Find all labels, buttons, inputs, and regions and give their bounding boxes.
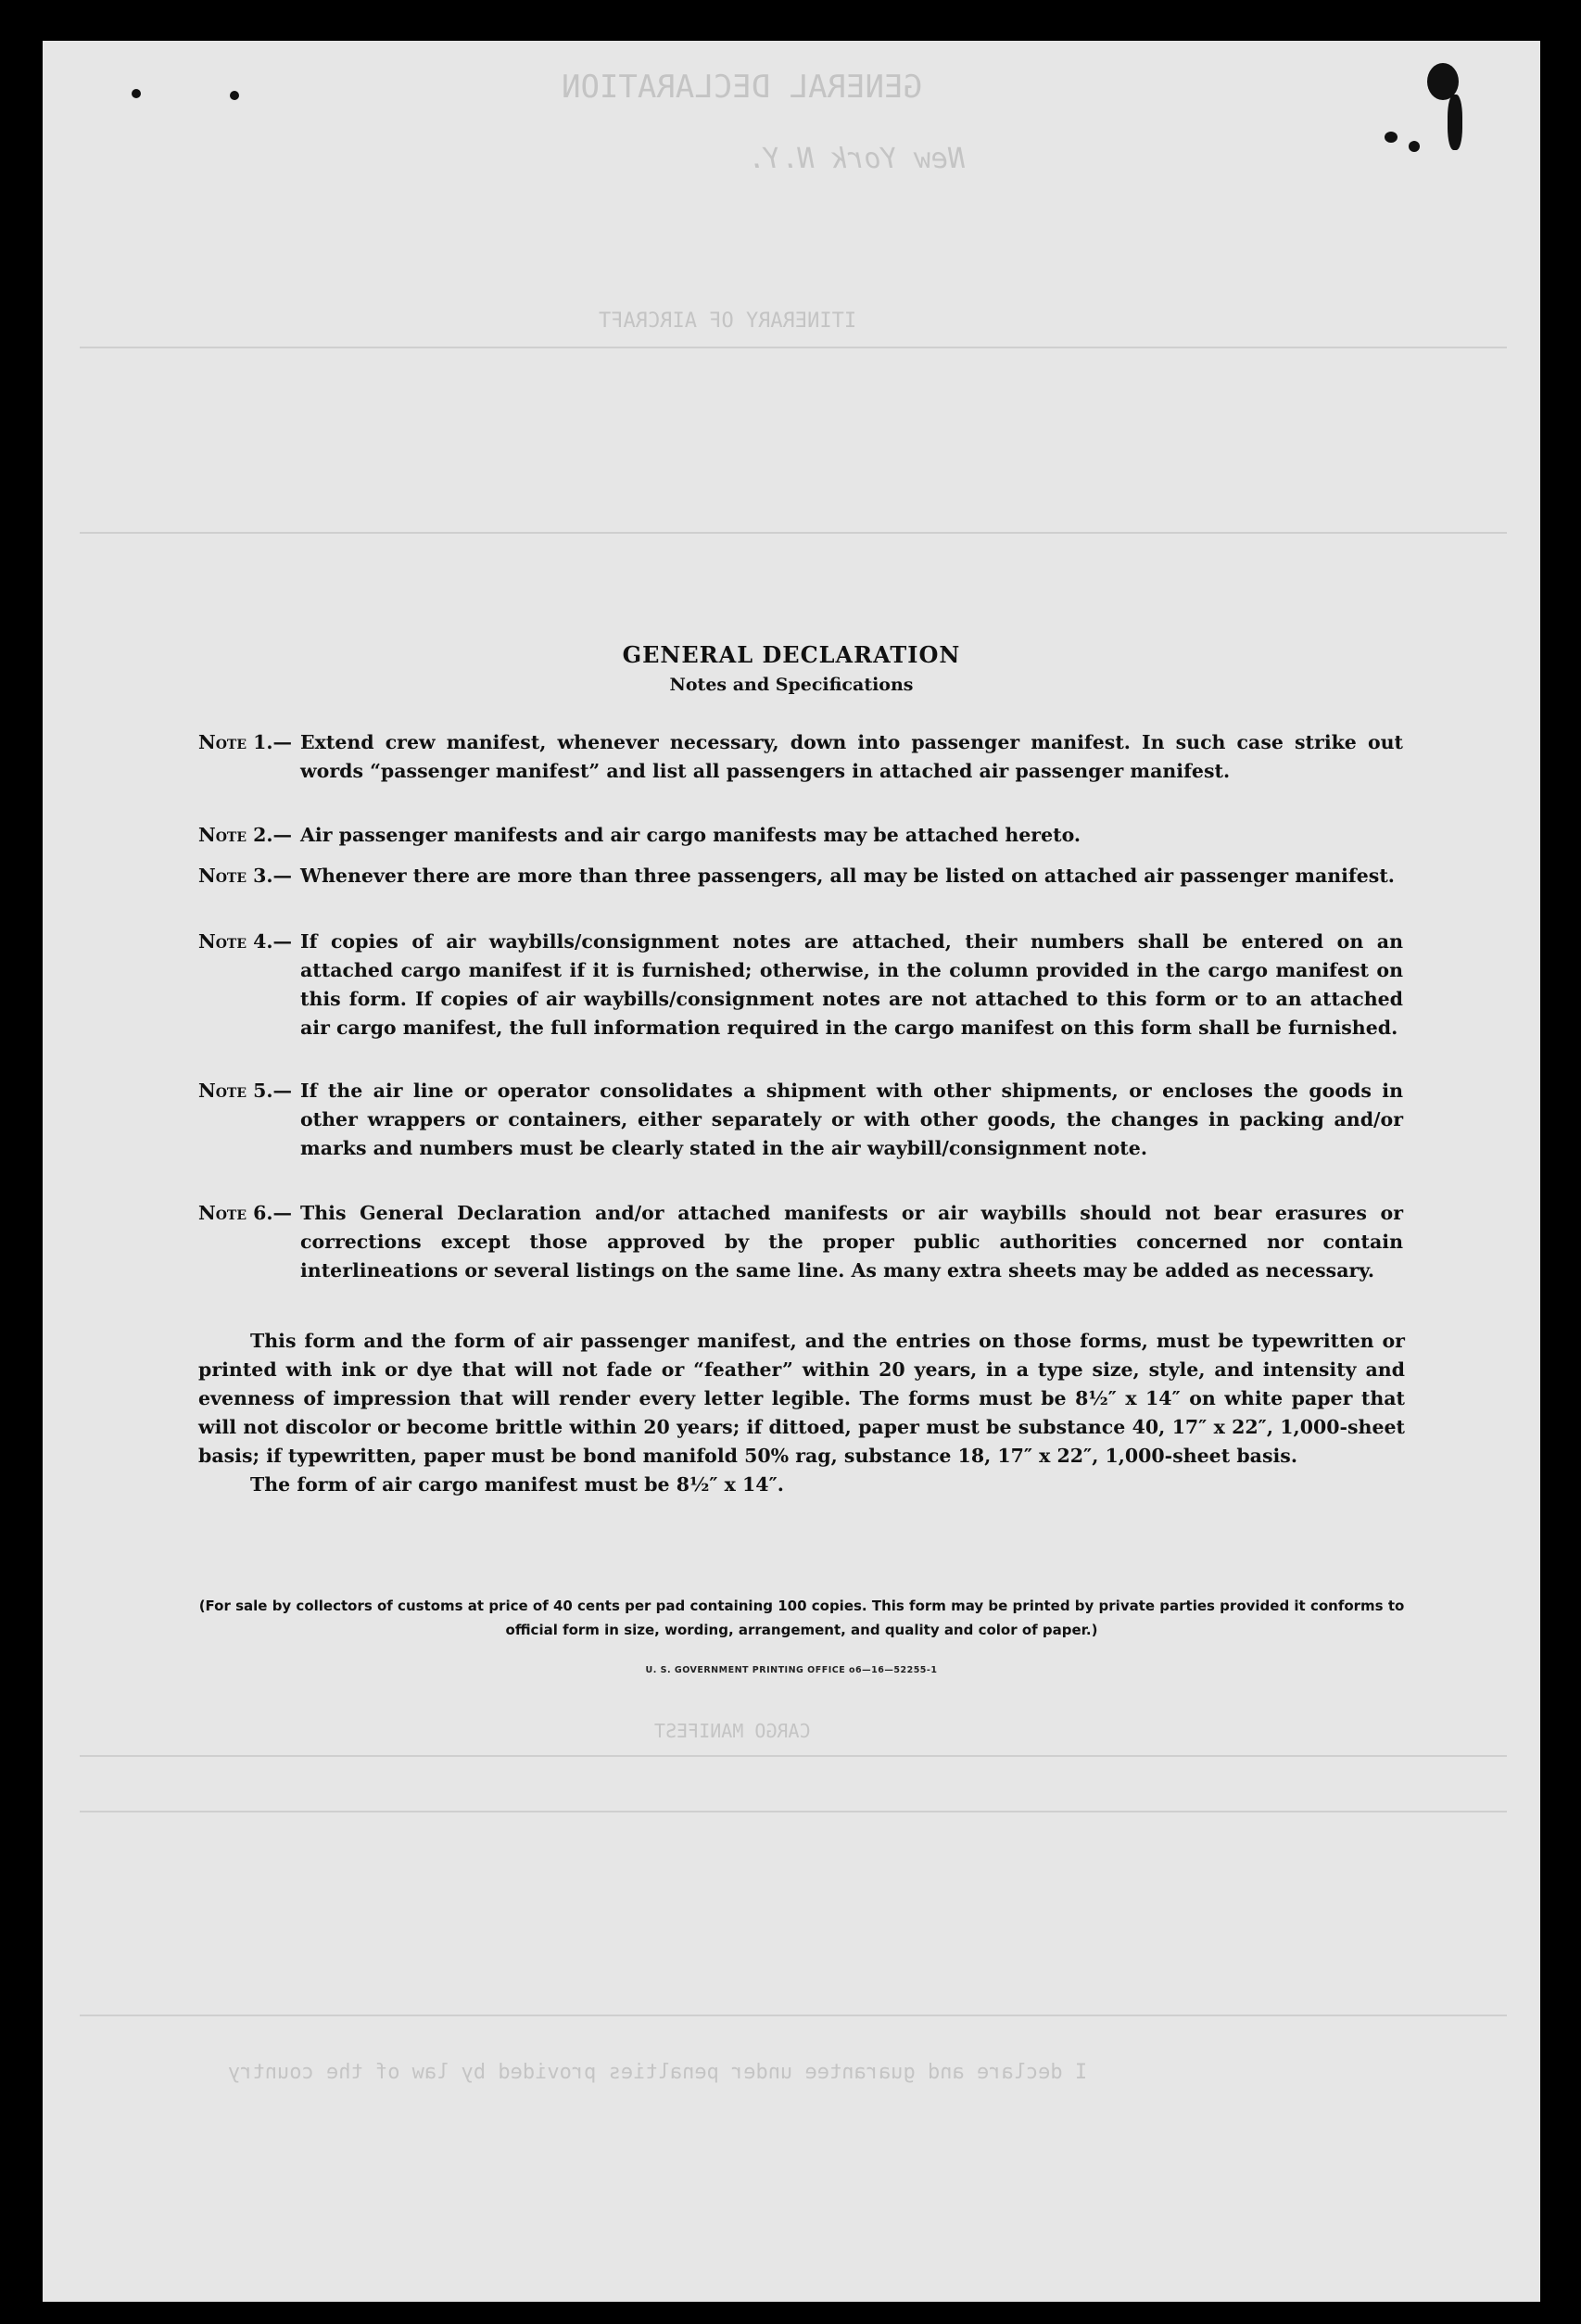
ink-blot [132,89,141,98]
bleed-through-rule [80,347,1507,348]
printer-line: U. S. GOVERNMENT PRINTING OFFICE o6—16—52255-1 [645,1665,938,1675]
note-label: Note 6.— [198,1202,293,1224]
note-label: Note 1.— [198,731,293,753]
note-5 [198,1077,1403,1163]
form-requirements [198,1327,1405,1499]
note-3 [198,862,1403,890]
note-label: Note 3.— [198,865,293,887]
bleed-through-rule [80,2015,1507,2016]
note-text: Air passenger manifests and air cargo manifests may be attached hereto. [300,824,1081,846]
form-title: GENERAL DECLARATION [622,641,961,668]
sale-notice: (For sale by collectors of customs at price of 40 cents per pad containing 100 copies. This form may be printed by private parties provided it conforms to official form in size, wording, arrangement, and quality and color of paper.) [198,1598,1405,1638]
note-1 [198,728,1403,786]
bleed-through-handwriting: New York N.Y. [747,143,965,175]
ink-blot [1409,141,1420,152]
bleed-through-rule [80,1811,1507,1812]
bleed-through-cargo-heading: CARGO MANIFEST [654,1720,811,1742]
bleed-through-itinerary: ITINERARY OF AIRCRAFT [599,309,857,333]
bleed-through-rule [80,1755,1507,1757]
note-label: Note 2.— [198,824,293,846]
bleed-through-rule [80,532,1507,534]
note-label: Note 5.— [198,1080,293,1102]
note-text: Extend crew manifest, whenever necessary, down into passenger manifest. In such case strike out words “passenger manifest” and list all passengers in attached air passenger manifest. [300,731,1403,782]
note-text: If the air line or operator consolidates a shipment with other shipments, or encloses the goods in other wrappers or containers, either separately or with other goods, the changes in packing and/or marks and numbers must be clearly stated in the air waybill/consignment note. [300,1080,1403,1159]
document-page [43,41,1540,2302]
note-6 [198,1199,1403,1285]
note-text: If copies of air waybills/consignment notes are attached, their numbers shall be entered on an attached cargo manifest if it is furnished; otherwise, in the column provided in the cargo manifest on this form. If copies of air waybills/consignment notes are not attached to this form or to an attached air cargo manifest, the full information required in the cargo manifest on this form shall be furnished. [300,930,1403,1039]
ink-blot [1385,132,1398,143]
bleed-through-declaration-text: I declare and guarantee under penalties provided by law of the country [228,2061,1088,2084]
paper-requirements-paragraph: This form and the form of air passenger manifest, and the entries on those forms, must be typewritten or printed with ink or dye that will not fade or “feather” within 20 years, in a type size, style, and intensity and evenness of impression that will render every letter legible. The forms must be 8½″ x 14″ on white paper that will not discolor or become brittle within 20 years; if dittoed, paper must be substance 40, 17″ x 22″, 1,000-sheet basis; if typewritten, paper must be bond manifold 50% rag, substance 18, 17″ x 22″, 1,000-sheet basis. [198,1330,1405,1467]
form-subtitle: Notes and Specifications [669,675,914,695]
ink-blot [1448,95,1462,150]
note-2 [198,821,1403,850]
ink-blot [230,91,239,100]
note-text: Whenever there are more than three passengers, all may be listed on attached air passenger manifest. [300,865,1395,887]
note-label: Note 4.— [198,930,293,953]
bleed-through-header: GENERAL DECLARATION [562,69,922,106]
cargo-manifest-size-paragraph: The form of air cargo manifest must be 8½″ x 14″. [250,1473,784,1496]
note-4 [198,928,1403,1042]
note-text: This General Declaration and/or attached manifests or air waybills should not bear erasures or corrections except those approved by the proper public authorities concerned nor contain interlineations or several listings on the same line. As many extra sheets may be added as necessary. [300,1202,1403,1282]
